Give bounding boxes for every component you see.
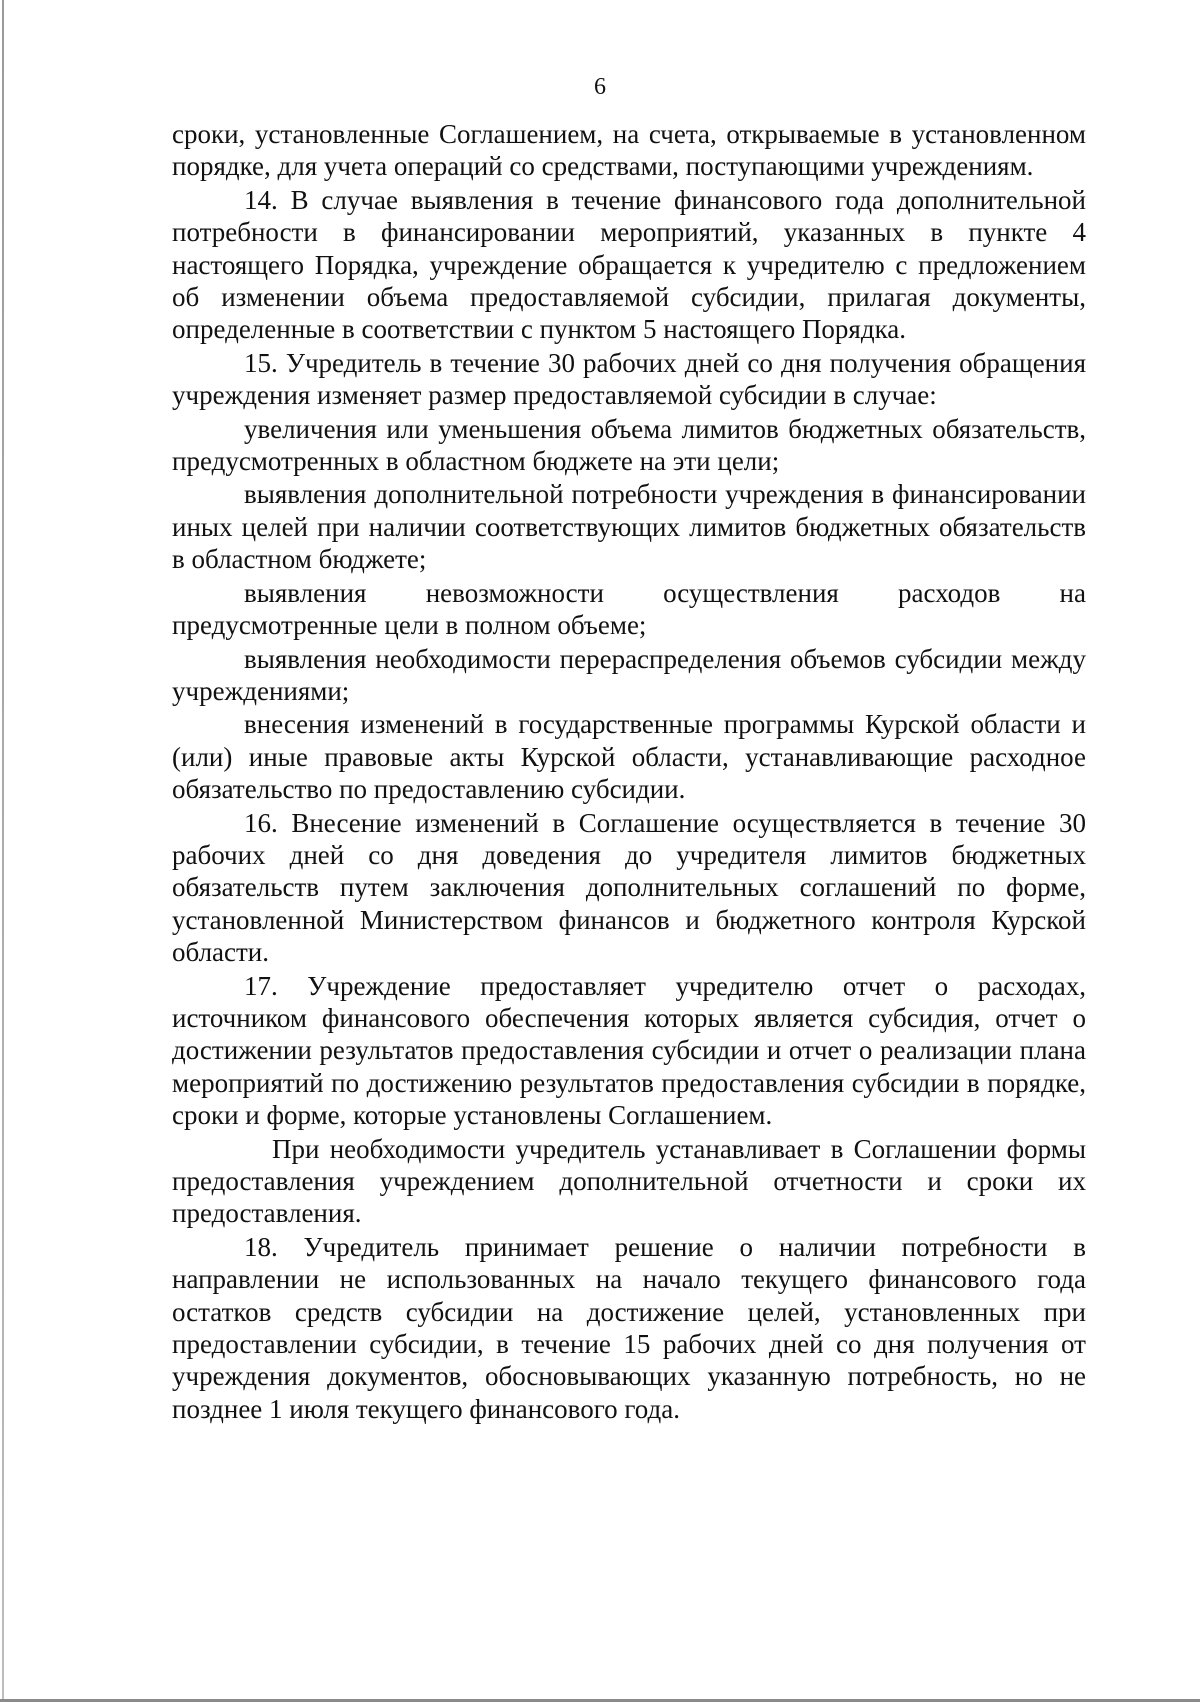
paragraph-case-program-changes: внесения изменений в государственные программы Курской области и (или) иные правовые акты Курской области, устанавливающие расходное обязательство по предоставлению субсидии. xyxy=(172,709,1086,805)
paragraph-item-14: 14. В случае выявления в течение финансового года дополнительной потребности в финансировании мероприятий, указанных в пункте 4 настоящего Порядка, учреждение обращается к учредителю с предложением об изменении объема предоставляемой субсидии, прилагая документы, определенные в соответствии с пунктом 5 настоящего Порядка. xyxy=(172,184,1086,345)
paragraph-case-additional-need: выявления дополнительной потребности учреждения в финансировании иных целей при наличии соответствующих лимитов бюджетных обязательств в областном бюджете; xyxy=(172,479,1086,575)
paragraph-item-16: 16. Внесение изменений в Соглашение осуществляется в течение 30 рабочих дней со дня доведения до учредителя лимитов бюджетных обязательств путем заключения дополнительных соглашений по форме, установленной Министерством финансов и бюджетного контроля Курской области. xyxy=(172,807,1086,968)
page-number: 6 xyxy=(594,74,606,100)
paragraph-case-impossibility: выявления невозможности осуществления расходов на предусмотренные цели в полном объеме; xyxy=(172,577,1086,641)
paragraph-additional-reporting: При необходимости учредитель устанавливает в Соглашении формы предоставления учреждением дополнительной отчетности и сроки их предоставления. xyxy=(172,1133,1086,1229)
paragraph-continuation: сроки, установленные Соглашением, на счета, открываемые в установленном порядке, для учета операций со средствами, поступающими учреждениям. xyxy=(172,119,1086,182)
paragraph-case-limits: увеличения или уменьшения объема лимитов бюджетных обязательств, предусмотренных в областном бюджете на эти цели; xyxy=(172,413,1086,477)
scan-edge-left xyxy=(2,0,4,1702)
paragraph-case-redistribution: выявления необходимости перераспределения объемов субсидии между учреждениями; xyxy=(172,643,1086,706)
paragraph-item-17: 17. Учреждение предоставляет учредителю отчет о расходах, источником финансового обеспечения которых является субсидия, отчет о достижении результатов предоставления субсидии и отчет о реализации плана мероприятий по достижению результатов предоставления субсидии в порядке, сроки и форме, которые установлены Соглашением. xyxy=(172,970,1086,1131)
paragraph-item-15: 15. Учредитель в течение 30 рабочих дней со дня получения обращения учреждения изменяет размер предоставляемой субсидии в случае: xyxy=(172,347,1086,411)
paragraph-item-18: 18. Учредитель принимает решение о наличии потребности в направлении не использованных на начало текущего финансового года остатков средств субсидии на достижение целей, установленных при предоставлении субсидии, в течение 15 рабочих дней со дня получения от учреждения документов, обосновывающих указанную потребность, но не позднее 1 июля текущего финансового года. xyxy=(172,1231,1086,1424)
document-body xyxy=(172,118,1086,1426)
